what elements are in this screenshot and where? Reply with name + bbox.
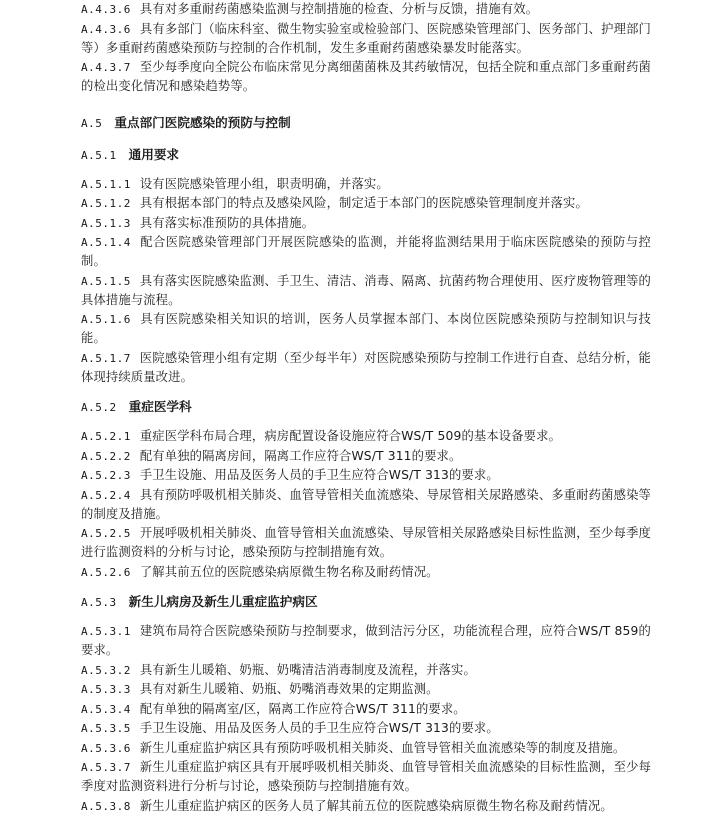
clause <box>81 700 651 719</box>
clause-text: 具有落实医院感染监测、手卫生、清洁、消毒、隔离、抗菌药物合理使用、医疗废物管理等的具体措施与流程。 <box>81 273 651 307</box>
clause <box>81 447 651 466</box>
clause-text: 建筑布局符合医院感染预防与控制要求，做到洁污分区，功能流程合理，应符合WS/T 859的要求。 <box>81 624 651 657</box>
clause-text: 重症医学科布局合理，病房配置设备设施应符合WS/T 509的基本设备要求。 <box>139 429 562 443</box>
clause <box>81 20 651 58</box>
clause-number: A.5.2.2 <box>81 449 131 463</box>
clause-number: A.5.1.4 <box>81 236 131 249</box>
clause-number: A.5.2.3 <box>81 469 131 482</box>
clause-text: 医院感染管理小组有定期（至少每半年）对医院感染预防与控制工作进行自查、总结分析，能体现持续质量改进。 <box>81 350 651 384</box>
clause-text: 新生儿重症监护病区具有开展呼吸机相关肺炎、血管导管相关血流感染的目标性监测，至少每季度对监测资料进行分析与讨论，感染预防与控制措施有效。 <box>81 760 651 793</box>
section-heading <box>81 113 651 133</box>
clause-number: A.5.1.2 <box>81 197 131 210</box>
clause-text: 了解其前五位的医院感染病原微生物名称及耐药情况。 <box>139 564 439 579</box>
clause-number: A.5.3.2 <box>81 663 131 677</box>
clause-number: A.5.3.1 <box>81 625 131 638</box>
clause <box>81 58 651 96</box>
clause-text: 具有落实标准预防的具体措施。 <box>139 215 315 230</box>
clause <box>81 214 651 233</box>
section-title: 重点部门医院感染的预防与控制 <box>114 114 291 130</box>
subsection-title: 通用要求 <box>128 146 179 162</box>
subsection-number: A.5.1 <box>81 148 117 162</box>
clause <box>81 194 651 213</box>
clause <box>81 233 651 271</box>
subsection-title: 重症医学科 <box>128 399 192 414</box>
clause-number: A.4.3.7 <box>81 61 131 74</box>
clause <box>81 349 651 387</box>
clause <box>81 719 651 738</box>
subsection-heading <box>81 397 651 417</box>
clause-number: A.5.3.8 <box>81 799 131 813</box>
subsection-heading <box>81 145 651 165</box>
document-page <box>81 0 651 816</box>
clause-text: 至少每季度向全院公布临床常见分离细菌菌株及其药敏情况，包括全院和重点部门多重耐药菌的检出变化情况和感染趋势等。 <box>81 60 651 93</box>
clause <box>81 310 651 348</box>
clause-text: 具有预防呼吸机相关肺炎、血管导管相关血流感染、导尿管相关尿路感染、多重耐药菌感染等的制度及措施。 <box>81 487 651 521</box>
clause-number: A.5.1.5 <box>81 274 131 288</box>
clause <box>81 563 651 582</box>
clause <box>81 466 651 485</box>
clause <box>81 0 651 19</box>
subsection-number: A.5.2 <box>81 401 117 414</box>
clause-text: 具有多部门（临床科室、微生物实验室或检验部门、医院感染管理部门、医务部门、护理部门等）多重耐药菌感染预防与控制的合作机制，发生多重耐药菌感染暴发时能落实。 <box>81 21 651 55</box>
clause-text: 具有对新生儿暖箱、奶瓶、奶嘴消毒效果的定期监测。 <box>139 682 439 696</box>
clause <box>81 661 651 680</box>
clause-number: A.5.1.1 <box>81 177 131 191</box>
clause-number: A.4.3.6 <box>81 22 131 36</box>
clause <box>81 272 651 310</box>
subsection-heading <box>81 592 651 612</box>
clause-number: A.5.2.6 <box>81 565 131 579</box>
clause <box>81 524 651 562</box>
section-number: A.5 <box>81 116 103 130</box>
clause-text: 手卫生设施、用品及医务人员的手卫生应符合WS/T 313的要求。 <box>139 468 499 482</box>
clause-number: A.5.2.1 <box>81 430 131 443</box>
clause <box>81 622 651 660</box>
clause-text: 新生儿重症监护病区的医务人员了解其前五位的医院感染病原微生物名称及耐药情况。 <box>139 798 613 813</box>
clause <box>81 486 651 524</box>
clause <box>81 797 651 816</box>
subsection-number: A.5.3 <box>81 596 117 609</box>
clause-text: 配合医院感染管理部门开展医院感染的监测，并能将监测结果用于临床医院感染的预防与控制。 <box>81 235 651 268</box>
clause-text: 具有根据本部门的特点及感染风险，制定适于本部门的医院感染管理制度并落实。 <box>139 196 588 210</box>
clause-number: A.5.3.4 <box>81 702 131 716</box>
clause-text: 具有新生儿暖箱、奶瓶、奶嘴清洁消毒制度及流程，并落实。 <box>139 662 476 677</box>
clause <box>81 758 651 796</box>
clause-text: 具有医院感染相关知识的培训，医务人员掌握本部门、本岗位医院感染预防与控制知识与技能。 <box>81 312 651 345</box>
clause <box>81 680 651 699</box>
clause-text: 配有单独的隔离房间，隔离工作应符合WS/T 311的要求。 <box>139 448 462 463</box>
clause-number: A.5.3.3 <box>81 683 131 696</box>
clause-number: A.5.1.3 <box>81 216 131 230</box>
clause <box>81 427 651 446</box>
clause-text: 配有单独的隔离室/区，隔离工作应符合WS/T 311的要求。 <box>139 701 466 716</box>
clause-text: 新生儿重症监护病区具有预防呼吸机相关肺炎、血管导管相关血流感染等的制度及措施。 <box>139 740 626 755</box>
subsection-title: 新生儿病房及新生儿重症监护病区 <box>128 594 318 609</box>
clause <box>81 739 651 758</box>
clause-number: A.5.1.6 <box>81 313 131 326</box>
clause-number: A.5.2.5 <box>81 527 131 540</box>
clause-text: 设有医院感染管理小组，职责明确，并落实。 <box>139 176 389 191</box>
clause <box>81 175 651 194</box>
clause-number: A.5.3.7 <box>81 761 131 774</box>
clause-number: A.4.3.6 <box>81 3 131 16</box>
clause-number: A.5.3.5 <box>81 722 131 735</box>
clause-text: 具有对多重耐药菌感染监测与控制措施的检查、分析与反馈，措施有效。 <box>139 2 539 16</box>
clause-text: 手卫生设施、用品及医务人员的手卫生应符合WS/T 313的要求。 <box>139 721 499 735</box>
clause-text: 开展呼吸机相关肺炎、血管导管相关血流感染、导尿管相关尿路感染目标性监测，至少每季度进行监测资料的分析与讨论，感染预防与控制措施有效。 <box>81 526 651 559</box>
clause-number: A.5.1.7 <box>81 351 131 365</box>
clause-number: A.5.2.4 <box>81 488 131 502</box>
clause-number: A.5.3.6 <box>81 741 131 755</box>
